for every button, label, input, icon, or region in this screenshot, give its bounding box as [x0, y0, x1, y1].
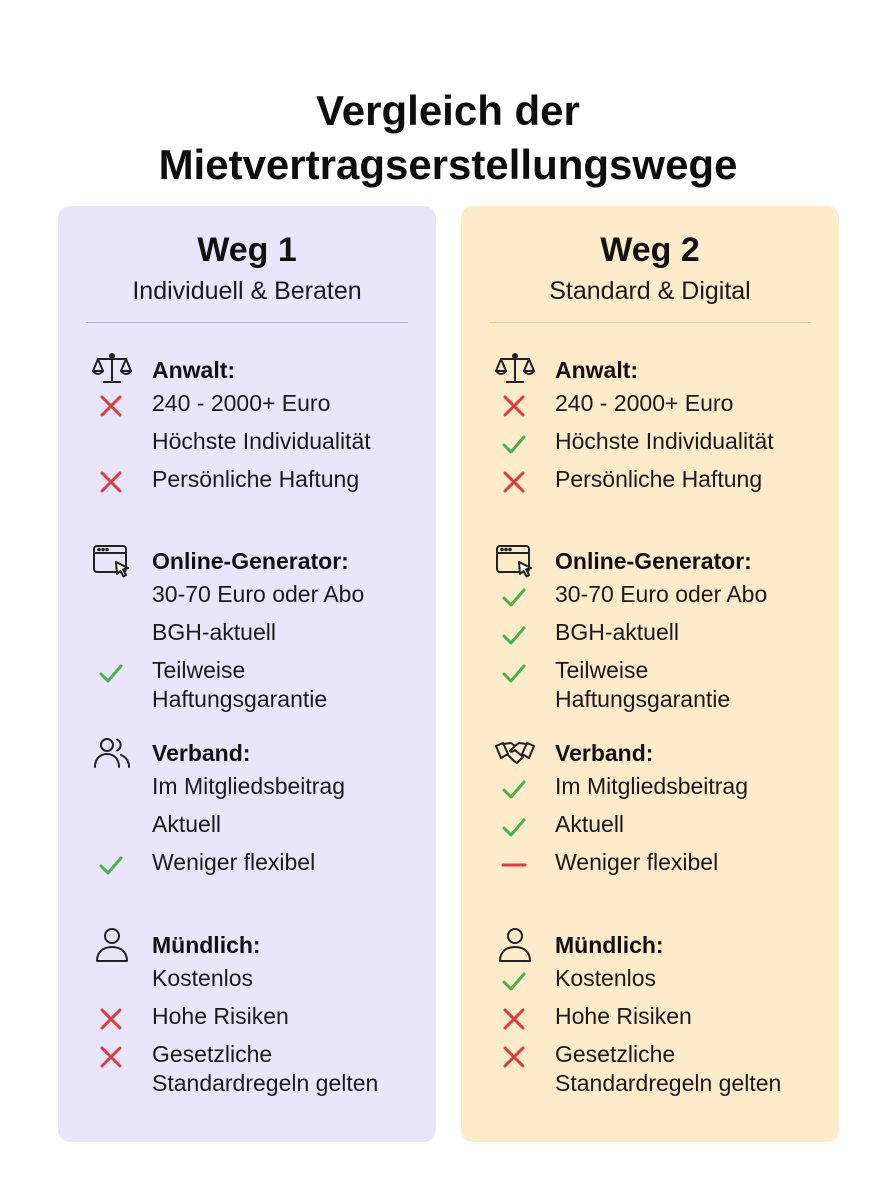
- item-label: 30-70 Euro oder Abo: [152, 581, 365, 607]
- dash-icon: [501, 852, 527, 878]
- item-label: Gesetzliche Standardregeln gelten: [555, 1041, 782, 1096]
- category-label: Online-Generator:: [555, 548, 752, 574]
- item-label: Höchste Individualität: [152, 428, 371, 454]
- category-label: Anwalt:: [555, 357, 639, 383]
- column-divider: [86, 322, 408, 323]
- item-label: Kostenlos: [555, 965, 657, 991]
- item-label: Teilweise Haftungsgarantie: [555, 657, 731, 712]
- item-label: Teilweise Haftungsgarantie: [152, 657, 328, 712]
- item-label: Aktuell: [555, 811, 625, 837]
- check-icon: [98, 852, 124, 878]
- column-subtitle: Individuell & Beraten: [132, 277, 362, 305]
- page-title-line-1: Vergleich der: [316, 87, 580, 135]
- page-title: [0, 84, 896, 192]
- column-title: Weg 2: [600, 231, 700, 269]
- check-icon: [501, 776, 527, 802]
- item-label: Höchste Individualität: [555, 428, 774, 454]
- item-label: Aktuell: [152, 811, 222, 837]
- cross-icon: [501, 1006, 527, 1032]
- scales-icon: [92, 351, 132, 389]
- item-label: Kostenlos: [152, 965, 254, 991]
- check-icon: [501, 660, 527, 686]
- category-label: Mündlich:: [555, 932, 664, 958]
- check-icon: [501, 622, 527, 648]
- cross-icon: [98, 1044, 124, 1070]
- column-header: [461, 230, 839, 308]
- category-label: Verband:: [152, 740, 251, 766]
- column-divider: [489, 322, 811, 323]
- item-label: Weniger flexibel: [152, 849, 316, 875]
- check-icon: [501, 431, 527, 457]
- page-title-line-2: Mietvertragserstellungswege: [158, 141, 738, 189]
- item-label: Gesetzliche Standardregeln gelten: [152, 1041, 379, 1096]
- item-label: Hohe Risiken: [152, 1003, 289, 1029]
- category-label: Online-Generator:: [152, 548, 349, 574]
- item-label: Persönliche Haftung: [152, 466, 360, 492]
- item-label: 240 - 2000+ Euro: [152, 390, 331, 416]
- cross-icon: [98, 393, 124, 419]
- item-label: Im Mitgliedsbeitrag: [152, 773, 346, 799]
- browser-cursor-icon: [495, 542, 535, 580]
- category-label: Mündlich:: [152, 932, 261, 958]
- item-label: Persönliche Haftung: [555, 466, 763, 492]
- item-label: 240 - 2000+ Euro: [555, 390, 734, 416]
- browser-cursor-icon: [92, 542, 132, 580]
- item-label: Hohe Risiken: [555, 1003, 692, 1029]
- person-icon: [92, 926, 132, 964]
- item-label: 30-70 Euro oder Abo: [555, 581, 768, 607]
- column-weg-1: [58, 206, 436, 1142]
- cross-icon: [501, 1044, 527, 1070]
- users-icon: [92, 734, 132, 772]
- item-label: BGH-aktuell: [152, 619, 276, 645]
- check-icon: [501, 814, 527, 840]
- scales-icon: [495, 351, 535, 389]
- handshake-icon: [495, 734, 535, 772]
- column-weg-2: [461, 206, 839, 1142]
- check-icon: [501, 584, 527, 610]
- column-header: [58, 230, 436, 308]
- cross-icon: [501, 469, 527, 495]
- category-label: Anwalt:: [152, 357, 236, 383]
- cross-icon: [98, 1006, 124, 1032]
- check-icon: [98, 660, 124, 686]
- cross-icon: [501, 393, 527, 419]
- column-title: Weg 1: [197, 231, 297, 269]
- cross-icon: [98, 469, 124, 495]
- category-label: Verband:: [555, 740, 654, 766]
- check-icon: [501, 968, 527, 994]
- item-label: Im Mitgliedsbeitrag: [555, 773, 749, 799]
- column-subtitle: Standard & Digital: [549, 277, 751, 305]
- item-label: BGH-aktuell: [555, 619, 679, 645]
- item-label: Weniger flexibel: [555, 849, 719, 875]
- person-icon: [495, 926, 535, 964]
